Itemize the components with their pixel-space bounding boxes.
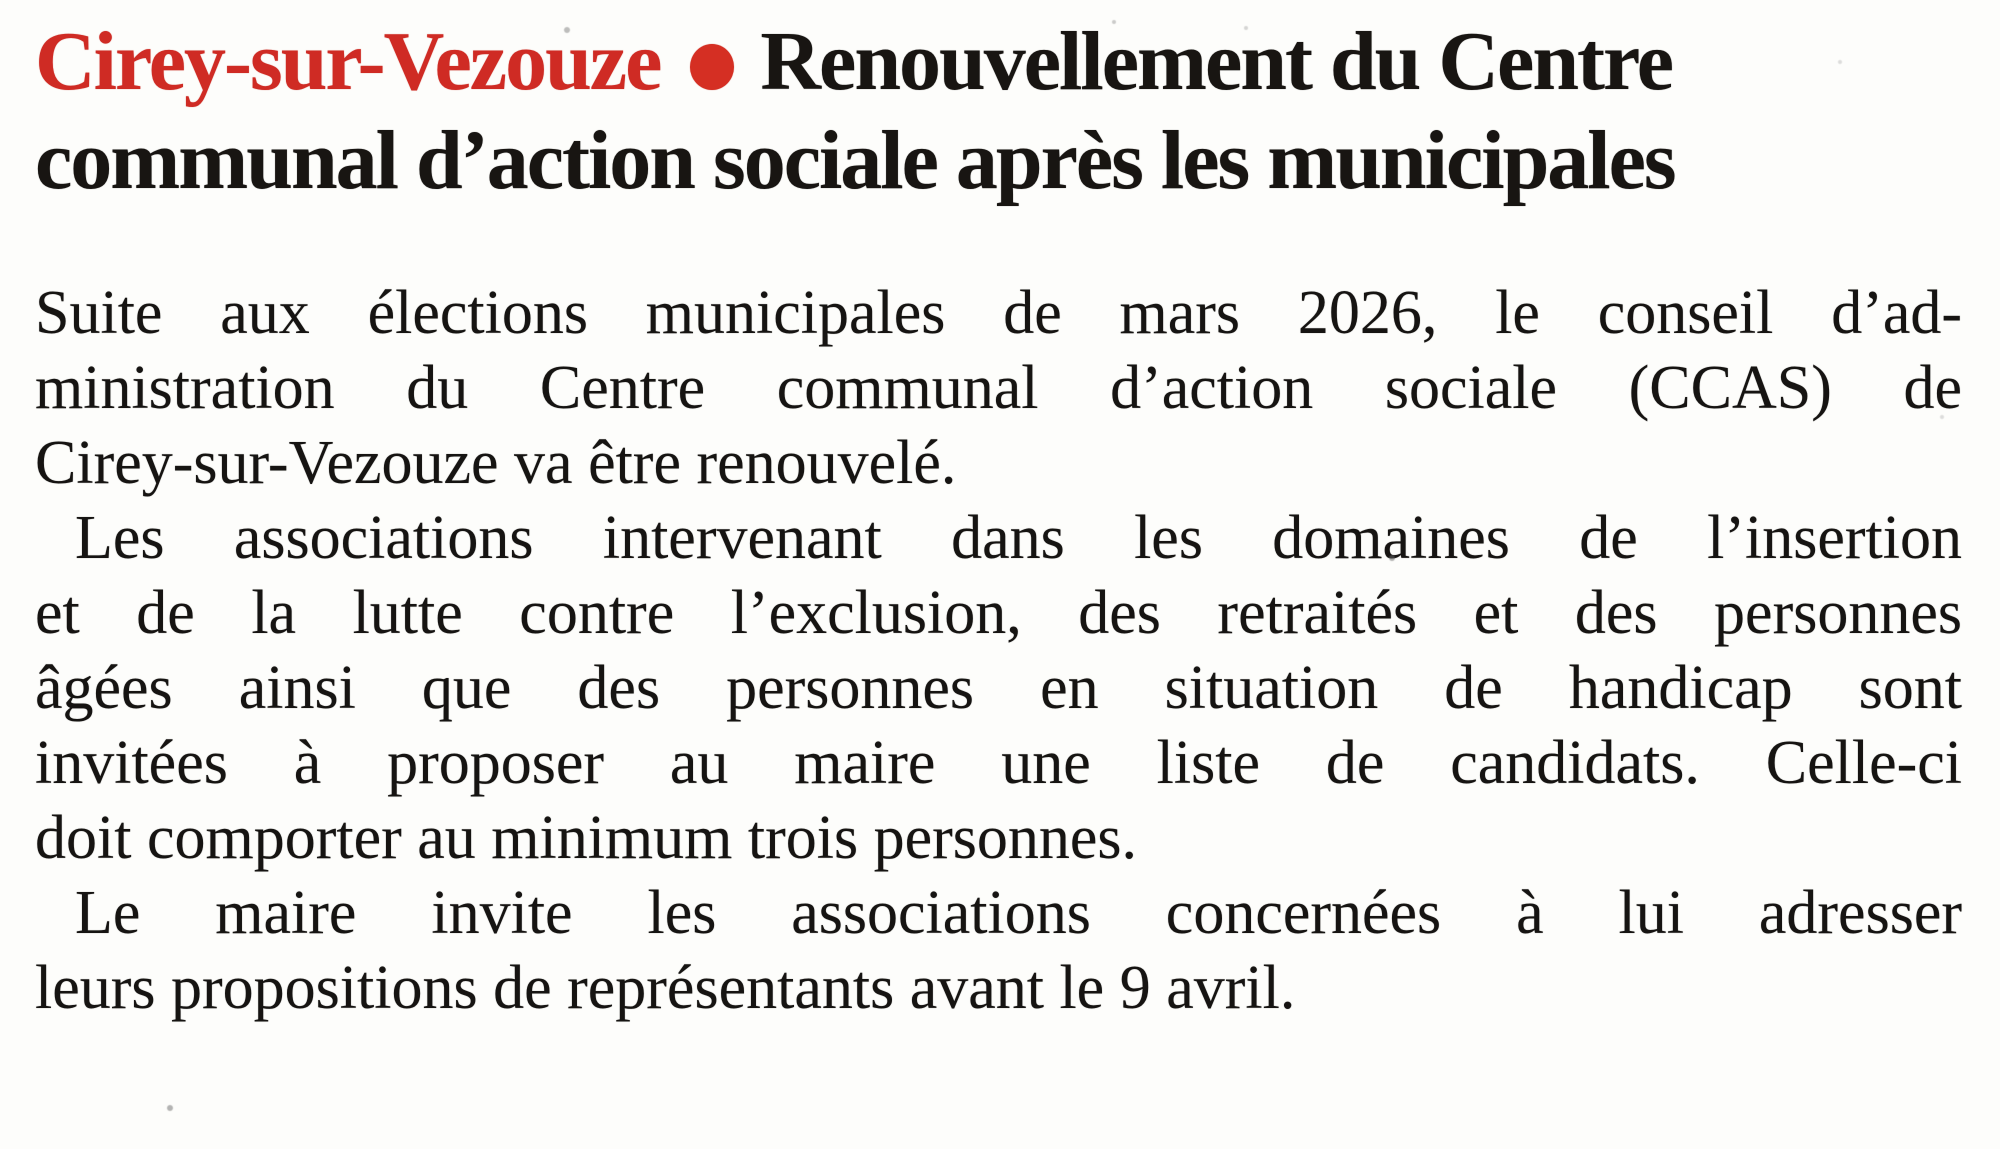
body-line: Le maire invite les associations concernées à lui adresser <box>75 879 1962 947</box>
scan-specks <box>0 0 4 4</box>
body-line: Les associations intervenant dans les domaines de l’insertion <box>75 504 1962 572</box>
article-kicker: Cirey-sur-Vezouze <box>35 15 661 108</box>
body-line: leurs propositions de représentants avant le 9 avril. <box>35 954 1296 1022</box>
bullet-icon <box>690 44 734 90</box>
headline-text-1: Renouvellement du Centre <box>760 15 1673 108</box>
body-line: doit comporter au minimum trois personnes. <box>35 804 1138 872</box>
headline-line-2 <box>35 111 1962 210</box>
article-headline <box>35 12 1962 210</box>
body-line: invitées à proposer au maire une liste de candidats. Celle-ci <box>35 729 1962 797</box>
article-body <box>35 276 1962 1026</box>
body-line: Suite aux élections municipales de mars 2026, le conseil d’ad- <box>35 279 1962 347</box>
body-line: Cirey-sur-Vezouze va être renouvelé. <box>35 429 957 497</box>
body-line: ministration du Centre communal d’action sociale (CCAS) de <box>35 354 1962 422</box>
headline-line-1 <box>35 12 1962 111</box>
body-line: et de la lutte contre l’exclusion, des retraités et des personnes <box>35 579 1962 647</box>
body-line: âgées ainsi que des personnes en situation de handicap sont <box>35 654 1962 722</box>
headline-text-2: communal d’action sociale après les municipales <box>35 114 1675 207</box>
